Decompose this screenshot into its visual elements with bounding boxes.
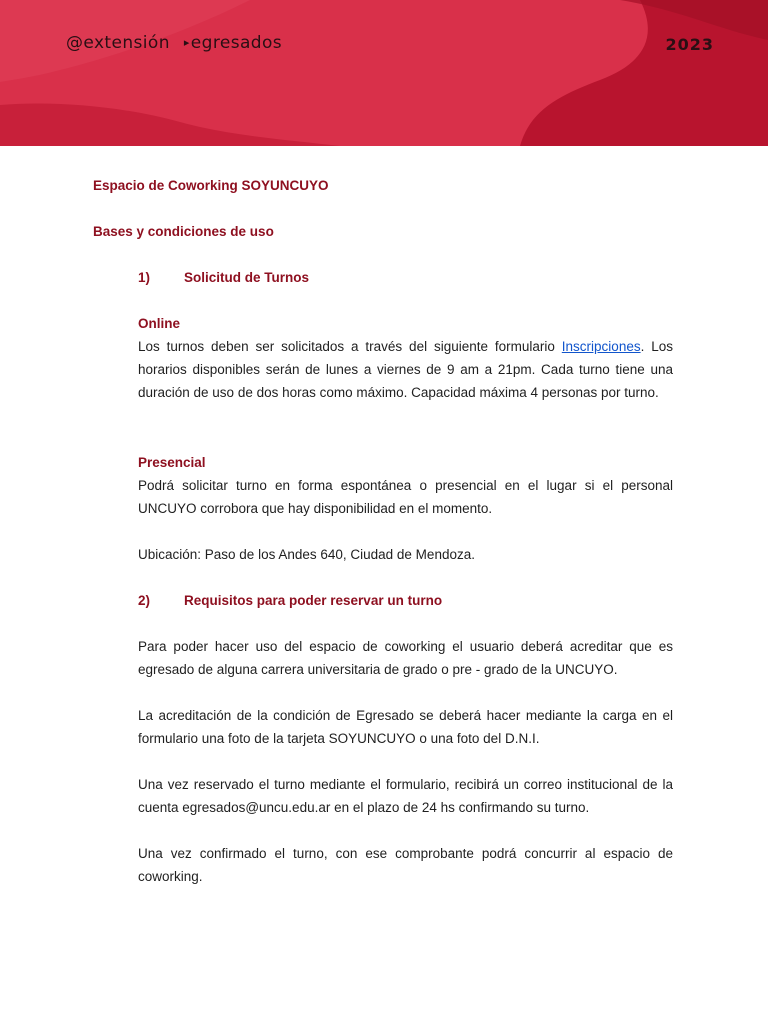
presencial-label: Presencial bbox=[138, 455, 206, 470]
brand-extension: @extensión bbox=[66, 33, 170, 53]
arrow-icon: ▸ bbox=[183, 36, 190, 49]
online-paragraph bbox=[138, 335, 673, 404]
brand-graduates: egresados bbox=[190, 33, 283, 53]
requirements-paragraph-2: La acreditación de la condición de Egresado se deberá hacer mediante la carga en el formulario una foto de la tarjeta SOYUNCUYO o una foto del D.N.I. bbox=[138, 708, 673, 746]
online-label: Online bbox=[138, 316, 181, 331]
requirements-paragraph-1: Para poder hacer uso del espacio de coworking el usuario deberá acreditar que es egresado de alguna carrera universitaria de grado o pre - grado de la UNCUYO. bbox=[138, 639, 673, 677]
section-2-title: Requisitos para poder reservar un turno bbox=[184, 593, 443, 608]
brand-logo bbox=[66, 33, 282, 53]
header-banner bbox=[0, 0, 768, 146]
online-text-before-link: Los turnos deben ser solicitados a través del siguiente formulario bbox=[138, 339, 562, 354]
requirements-paragraph-3: Una vez reservado el turno mediante el formulario, recibirá un correo institucional de la cuenta egresados@uncu.edu.ar en el plazo de 24 hs confirmando su turno. bbox=[138, 777, 673, 815]
online-text-after-link: . Los horarios disponibles serán de lunes a viernes de 9 am a 21pm. Cada turno tiene una duración de uso de dos horas como máximo. Capacidad máxima 4 personas por turno. bbox=[138, 339, 673, 400]
document-subtitle: Bases y condiciones de uso bbox=[93, 224, 274, 239]
section-1-title: Solicitud de Turnos bbox=[184, 270, 310, 285]
year-label: 2023 bbox=[665, 35, 714, 54]
inscripciones-link[interactable]: Inscripciones bbox=[561, 339, 641, 354]
requirements-paragraph-4: Una vez confirmado el turno, con ese comprobante podrá concurrir al espacio de coworking. bbox=[138, 846, 673, 884]
section-1-number: 1) bbox=[138, 270, 151, 285]
banner-background bbox=[0, 0, 768, 146]
section-2-number: 2) bbox=[138, 593, 151, 608]
section-1-heading bbox=[138, 266, 309, 289]
presencial-paragraph: Podrá solicitar turno en forma espontánea o presencial en el lugar si el personal UNCUYO corrobora que hay disponibilidad en el momento. bbox=[138, 478, 673, 516]
section-2-heading bbox=[138, 589, 442, 612]
document-title: Espacio de Coworking SOYUNCUYO bbox=[93, 178, 329, 193]
location-text: Ubicación: Paso de los Andes 640, Ciudad de Mendoza. bbox=[138, 547, 475, 562]
